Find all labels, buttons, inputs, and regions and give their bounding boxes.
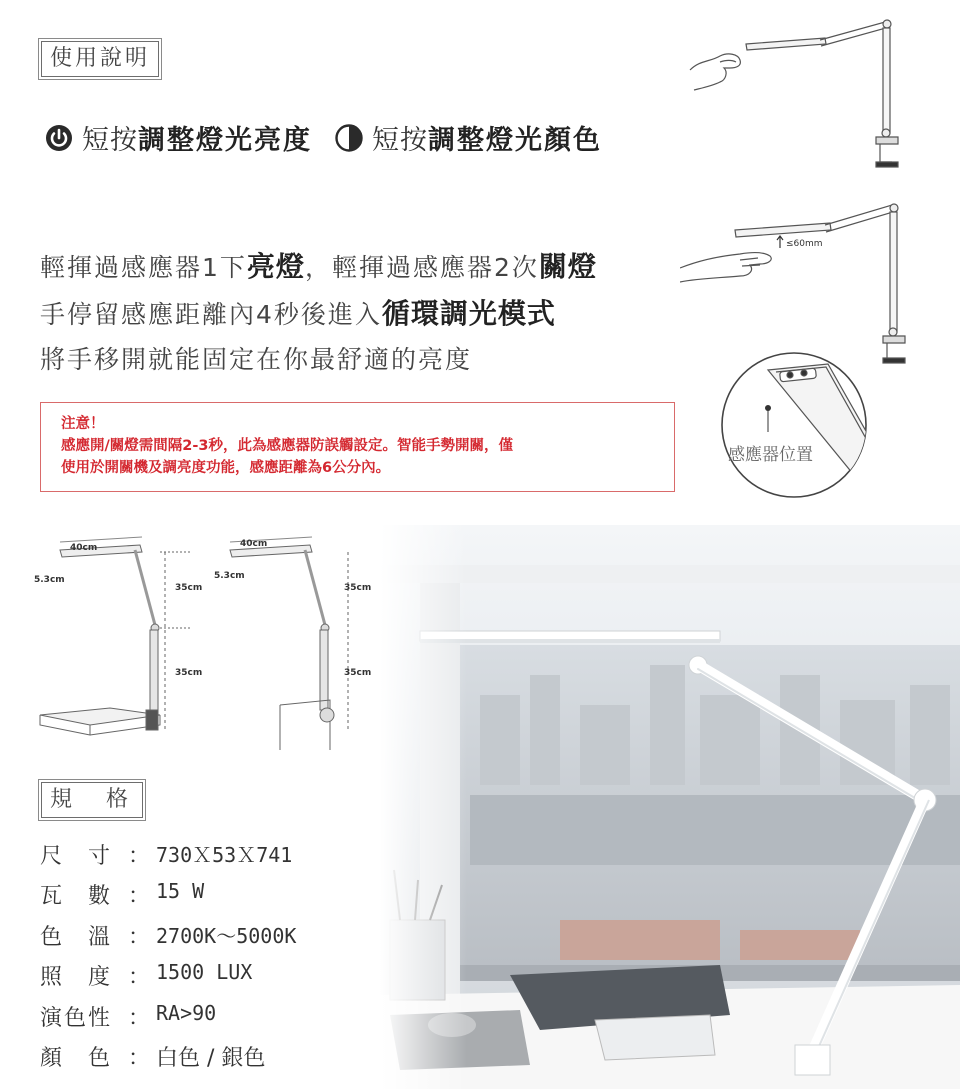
specs-tag: 規 格 <box>41 782 143 818</box>
distance-label: ≤60mm <box>786 239 823 249</box>
spec-key: 顏 色 <box>40 1046 113 1071</box>
spec-row <box>40 1001 216 1032</box>
brightness-action: 調整燈光亮度 <box>138 125 312 156</box>
spec-value: 15 W <box>156 879 205 903</box>
notice-box <box>40 402 675 492</box>
spec-colon: ： <box>128 965 151 990</box>
spec-row <box>40 1041 265 1072</box>
spec-row <box>40 879 204 910</box>
gesture-wave-once: 輕揮過感應器1下 <box>40 253 247 282</box>
depth-label-right: 5.3cm <box>214 571 245 581</box>
spec-key: 尺 寸 <box>40 844 113 869</box>
spec-row <box>40 839 292 870</box>
spec-key: 演色性 <box>40 1006 113 1031</box>
usage-tag-frame <box>38 38 162 80</box>
dimension-diagram <box>30 530 390 760</box>
upper-arm-label-left: 35cm <box>175 583 203 593</box>
gesture-line-2 <box>40 292 556 332</box>
spec-colon: ： <box>128 844 151 869</box>
cycle-dimming-text: 循環調光模式 <box>381 297 556 330</box>
width-label-right: 40cm <box>240 539 268 549</box>
notice-line-1: 感應開/關燈需間隔2-3秒，此為感應器防誤觸設定。智能手勢開關，僅 <box>61 438 513 454</box>
lamp-gesture-illustration <box>680 190 910 370</box>
product-photo <box>380 525 960 1089</box>
short-press-label-1: 短按 <box>82 125 138 156</box>
gesture-wave-twice: ，輕揮過感應器2次 <box>304 253 539 282</box>
spec-colon: ： <box>128 884 151 909</box>
depth-label-left: 5.3cm <box>34 575 65 585</box>
spec-value: RA>90 <box>156 1001 217 1025</box>
upper-arm-label-right: 35cm <box>344 583 372 593</box>
spec-colon: ： <box>128 925 151 950</box>
spec-value: 2700K～5000K <box>156 924 297 948</box>
sensor-position-label: 感應器位置 <box>728 445 813 465</box>
lower-arm-label-left: 35cm <box>175 668 203 678</box>
light-on-text: 亮燈 <box>246 250 305 283</box>
spec-colon: ： <box>128 1006 151 1031</box>
lamp-touch-illustration <box>680 10 910 175</box>
power-icon <box>44 123 74 153</box>
notice-title: 注意！ <box>61 416 105 432</box>
spec-row <box>40 920 296 951</box>
sensor-position-illustration <box>708 350 884 500</box>
gesture-line-3: 將手移開就能固定在你最舒適的亮度 <box>40 345 473 374</box>
color-action: 調整燈光顏色 <box>428 125 602 156</box>
gesture-hold-text: 手停留感應距離內4秒後進入 <box>40 300 382 329</box>
width-label-left: 40cm <box>70 543 98 553</box>
lower-arm-label-right: 35cm <box>344 668 372 678</box>
spec-key: 色 溫 <box>40 925 113 950</box>
gesture-line-1 <box>40 245 597 285</box>
spec-value: 1500 LUX <box>156 960 253 984</box>
spec-row <box>40 960 252 991</box>
spec-key: 瓦 數 <box>40 884 113 909</box>
color-toggle-icon <box>334 123 364 153</box>
light-off-text: 關燈 <box>538 250 597 283</box>
spec-value: 730Ｘ53Ｘ741 <box>156 843 293 867</box>
specs-tag-frame <box>38 779 146 821</box>
spec-key: 照 度 <box>40 965 113 990</box>
spec-colon: ： <box>128 1046 151 1071</box>
short-press-label-2: 短按 <box>372 125 428 156</box>
touch-controls <box>44 118 602 157</box>
spec-value: 白色 / 銀色 <box>156 1046 266 1071</box>
notice-line-2: 使用於開關機及調亮度功能，感應距離為6公分內。 <box>61 460 391 476</box>
usage-tag: 使用說明 <box>41 41 159 77</box>
